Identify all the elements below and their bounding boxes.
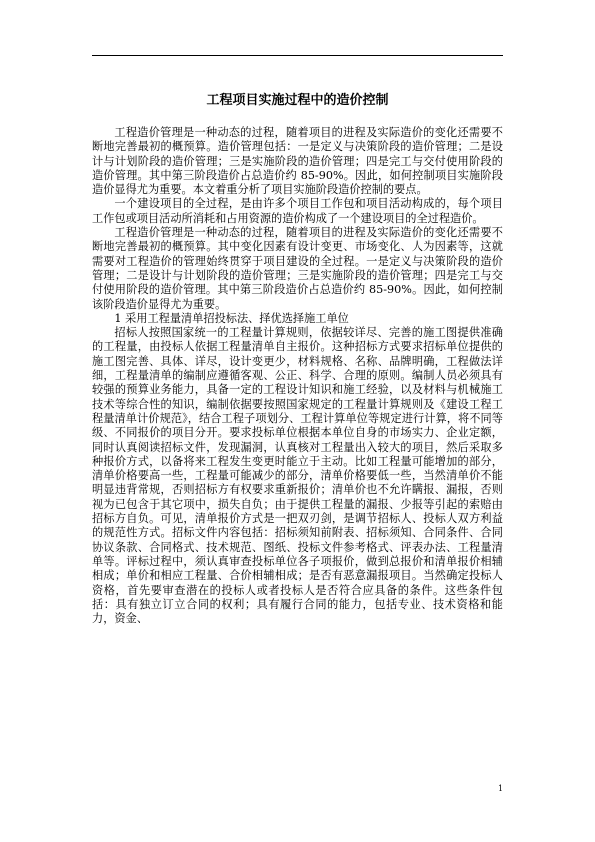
header-rule [92,55,503,56]
page-number: 1 [498,784,504,793]
paragraph-intro: 工程造价管理是一种动态的过程，随着项目的进程及实际造价的变化还需要不断地完善最初的概预算。造价管理包括：一是定义与决策阶段的造价管理；二是设计与计划阶段的造价管理；三是实施阶段的造价管理；四是完工与交付使用阶段的造价管理。其中第三阶段造价占总造价约 85-90%。因此，如何控制项目实施阶段造价显得尤为重要。本文着重分析了项目实施阶段造价控制的要点。 [92,126,503,197]
paragraph-project-scope: 一个建设项目的全过程，是由许多个项目工作包和项目活动构成的，每个项目工作包或项目活动所消耗和占用资源的造价构成了一个建设项目的全过程造价。 [92,197,503,225]
document-title: 工程项目实施过程中的造价控制 [206,93,389,108]
paragraph-bidding: 招标人按照国家统一的工程量计算规则，依据较详尽、完善的施工图提供准确的工程量，由投标人依据工程量清单自主报价。这种招标方式要求招标单位提供的施工图完善、具体、详尽，设计变更少，材料规格、名称、品牌明确，工程做法详细，工程量清单的编制应遵循客观、公正、科学、合理的原则。编制人员必须具有较强的预算业务能力，具备一定的工程设计知识和施工经验，以及材料与机械施工技术等综合性的知识，编制依据要按照国家规定的工程量计算规则及《建设工程工程量清单计价规范》，结合工程子项划分、工程计算单位等规定进行计算，将不同等级、不同报价的项目分开。要求投标单位根据本单位自身的市场实力、企业定额，同时认真阅读招标文件，发现漏洞，认真核对工程量出入较大的项目，然后采取多种报价方式，以备将来工程发生变更时能立于主动。比如工程量可能增加的部分，清单价格要高一些，工程量可能减少的部分，清单价格要低一些，当然清单价不能明显违背常规，否则招标方有权要求重新报价；清单价也不允许瞒报、漏报，否则视为已包含于其它项中，损失自负；由于提供工程量的漏报、少报等引起的索赔由招标方自负。可见，清单报价方式是一把双刃剑，是调节招标人、投标人双方利益的规范性方式。招标文件内容包括：招标须知前附表、招标须知、合同条件、合同协议条款、合同格式、技术规范、图纸、投标文件参考格式、评表办法、工程量清单等。评标过程中，须认真审查投标单位各子项报价，做到总报价和清单报价相辅相成；单价和相应工程量、合价相辅相成；是否有恶意漏报项目。当然确定投标人资格，首先要审查潜在的投标人或者投标人是否符合应具备的条件。这些条件包括：具有独立订立合同的权利；具有履行合同的能力，包括专业、技术资格和能力，资金、 [92,326,503,626]
paragraph-dynamic-process: 工程造价管理是一种动态的过程，随着项目的进程及实际造价的变化还需要不断地完善最初的概预算。其中变化因素有设计变更、市场变化、人为因素等，这就需要对工程造价的管理始终贯穿于项目建设的全过程。一是定义与决策阶段的造价管理；二是设计与计划阶段的造价管理；三是实施阶段的造价管理；四是完工与交付使用阶段的造价管理。其中第三阶段造价占总造价约 85-90%。因此，如何控制该阶段造价显得尤为重要。 [92,226,503,311]
section-heading-1: 1 采用工程量清单招投标法、择优选择施工单位 [114,311,349,325]
document-body [92,126,503,626]
